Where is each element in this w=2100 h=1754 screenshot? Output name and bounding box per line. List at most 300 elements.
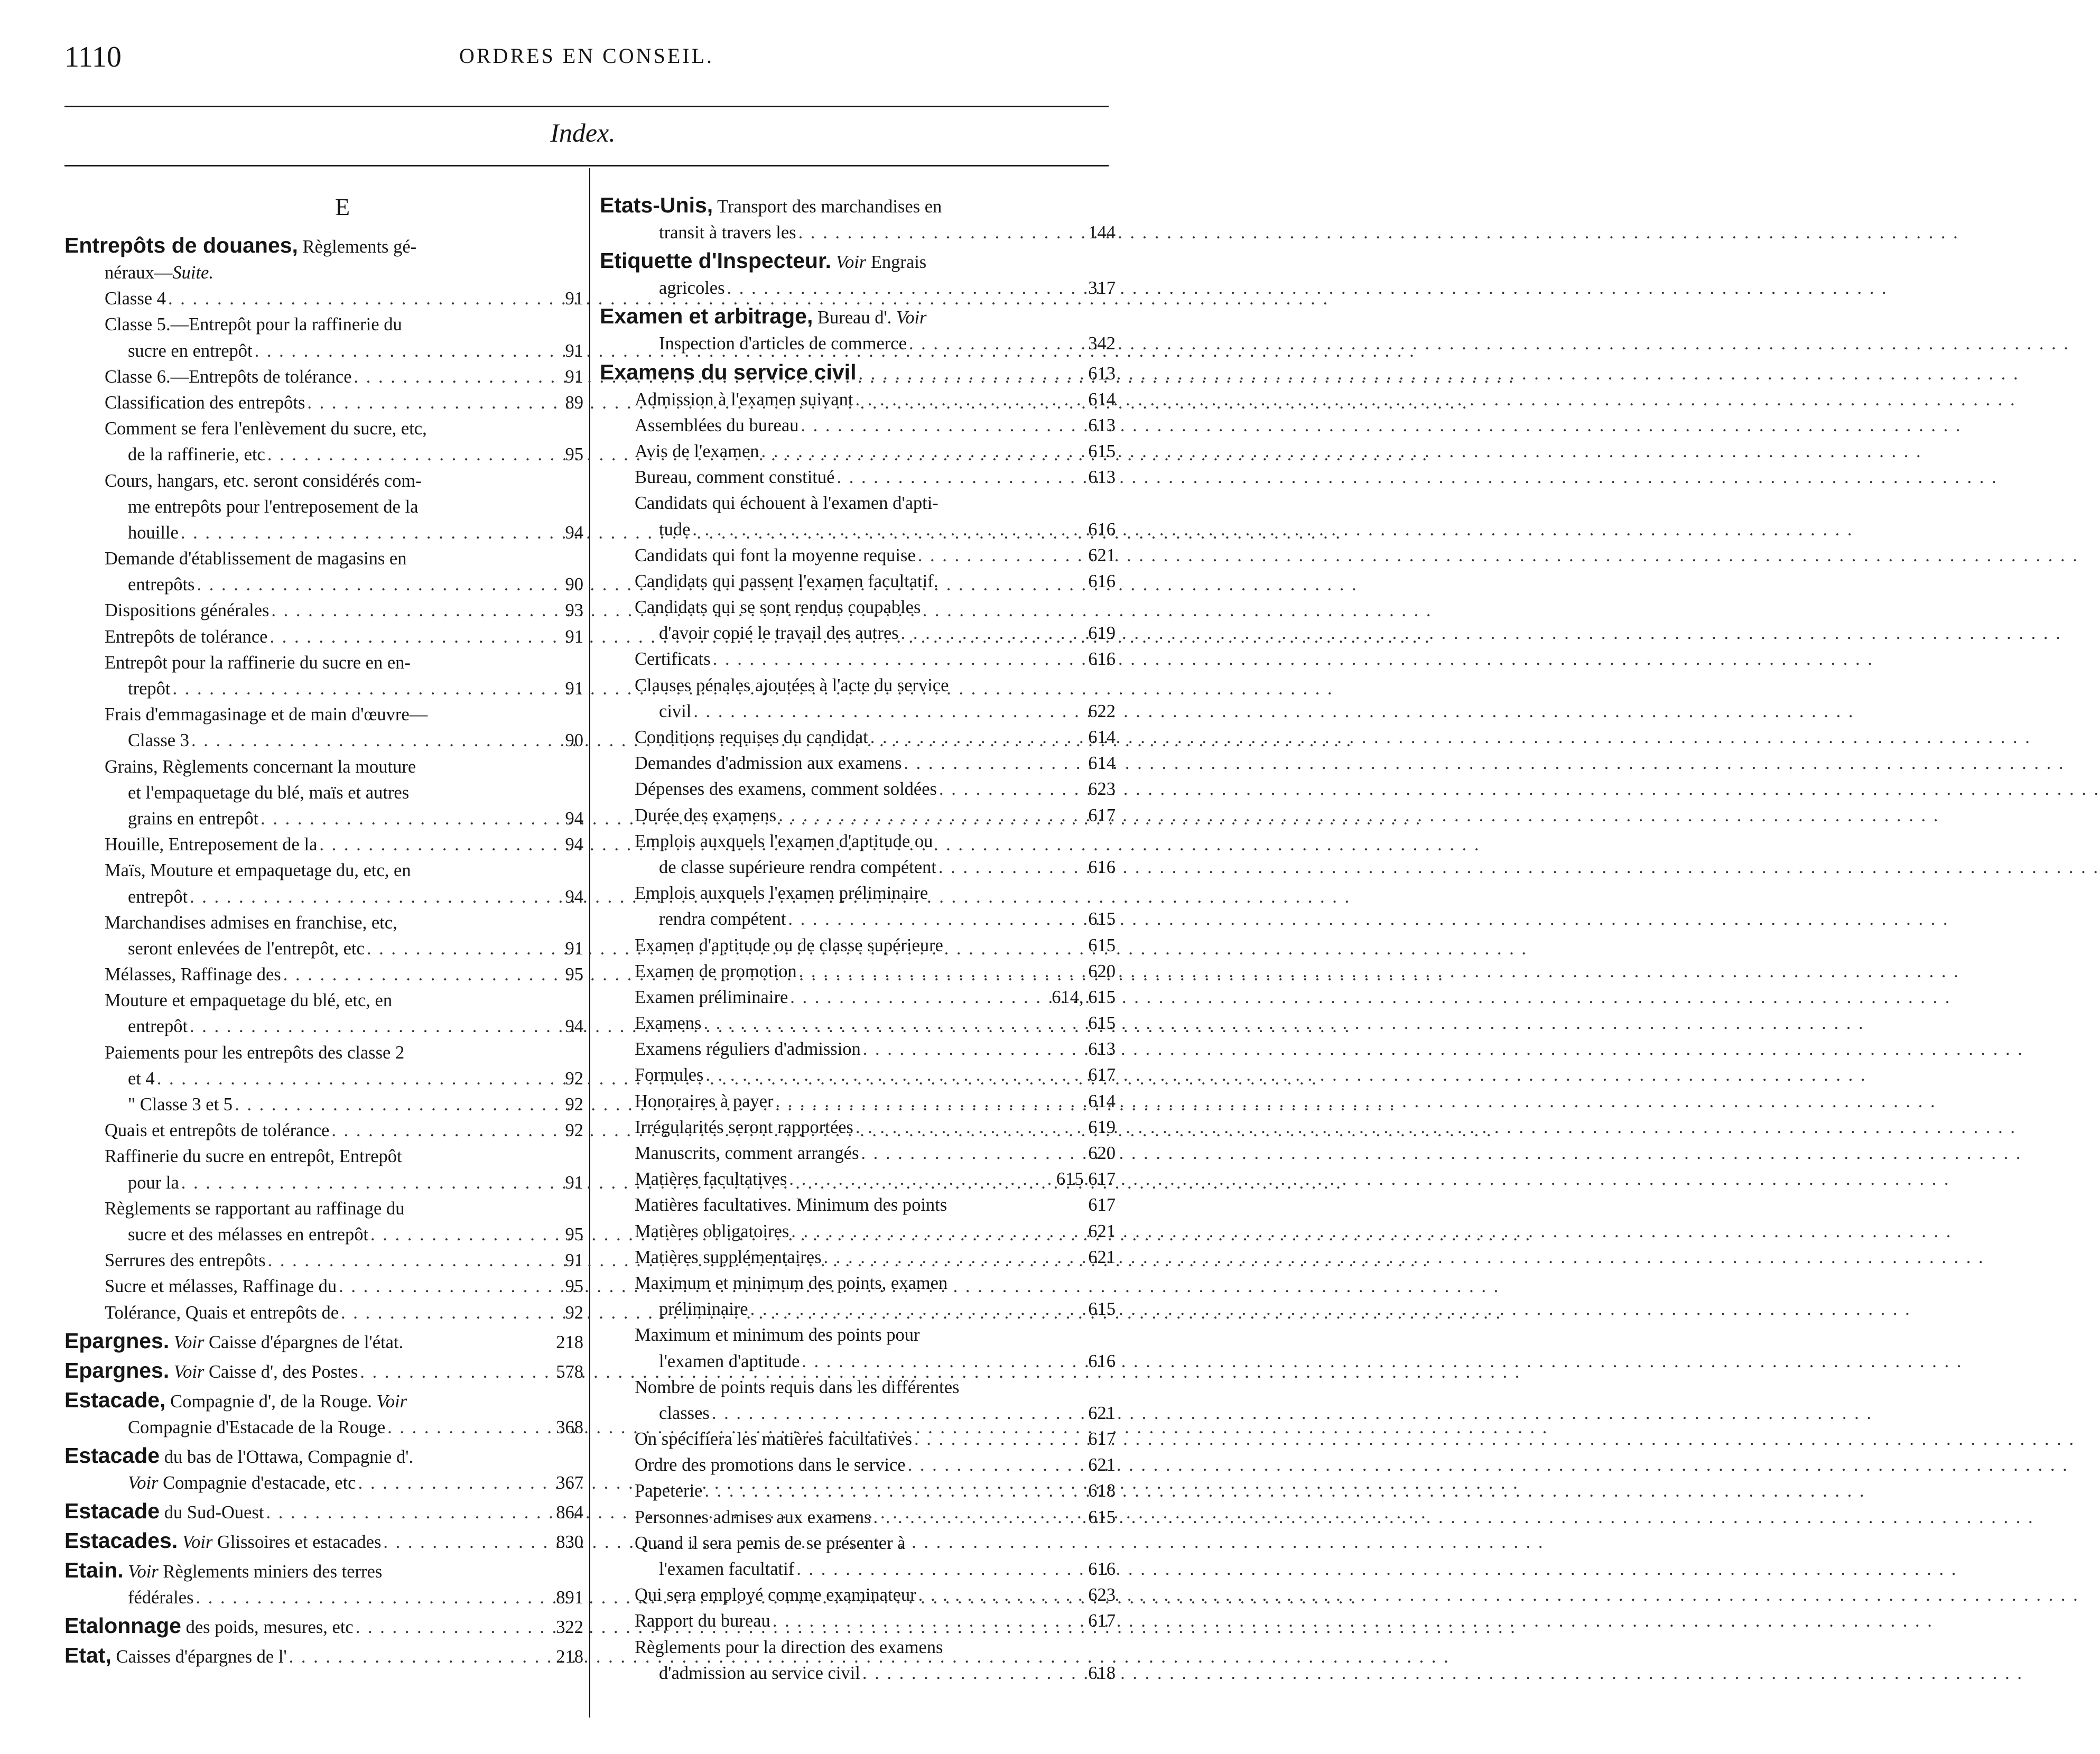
entry-label: Règlements miniers des terres xyxy=(163,1562,383,1582)
index-entry xyxy=(600,543,1116,569)
dot-leader xyxy=(703,1062,1069,1088)
entry-text xyxy=(105,312,402,338)
page-reference: 616 xyxy=(1088,1559,1116,1579)
entry-label: Nombre de points requis dans les différentes xyxy=(635,1377,960,1397)
header-rule xyxy=(64,106,1109,107)
dot-leader xyxy=(329,1118,537,1144)
entry-label: Compagnie d'Estacade de la Rouge xyxy=(128,1417,386,1437)
page-reference: 891 xyxy=(556,1588,583,1608)
entry-label: Admission à l'examen suivant xyxy=(635,389,853,410)
index-entry xyxy=(600,1426,1116,1452)
entry-label: Règlements pour la direction des examens xyxy=(635,1637,943,1657)
index-entry xyxy=(64,1222,583,1248)
entry-label: Matières facultatives xyxy=(635,1169,787,1190)
page-reference: 218 xyxy=(556,1332,583,1352)
entry-label: tude xyxy=(659,519,691,540)
index-entry xyxy=(64,962,583,988)
entry-label: agricoles xyxy=(659,278,725,299)
entry-label: Classification des entrepôts xyxy=(105,392,305,413)
dot-leader xyxy=(711,646,1069,672)
entry-text xyxy=(128,1014,188,1040)
index-entry xyxy=(600,465,1116,490)
entry-heading: Estacade xyxy=(64,1499,160,1524)
index-entry xyxy=(600,855,1116,880)
entry-text xyxy=(635,1270,947,1296)
entry-text xyxy=(105,1118,329,1144)
entry-heading: Estacade xyxy=(64,1443,160,1468)
dot-leader xyxy=(358,1357,537,1387)
entry-label: Entrepôts de tolérance xyxy=(105,626,268,647)
dot-leader xyxy=(859,1140,1069,1166)
index-entry xyxy=(600,1010,1116,1036)
index-entry xyxy=(600,750,1116,776)
dot-leader xyxy=(860,1660,1069,1686)
page-reference: 615 xyxy=(1088,1507,1116,1527)
entry-text xyxy=(635,1582,916,1608)
subheader-rule xyxy=(64,165,1109,166)
index-entry xyxy=(600,646,1116,672)
page-reference: 616 xyxy=(1088,519,1116,540)
index-entry xyxy=(64,1118,583,1144)
entry-text xyxy=(635,1608,770,1634)
page-reference: 92 xyxy=(565,1120,583,1141)
page-reference: 368 xyxy=(556,1417,583,1437)
entry-label: Matières facultatives. Minimum des points xyxy=(635,1195,947,1215)
entry-label: Mélasses, Raffinage des xyxy=(105,964,281,985)
index-entry xyxy=(600,620,1116,646)
entry-label: Frais d'emmagasinage et de main d'œuvre— xyxy=(105,704,428,725)
entry-label: Inspection d'articles de commerce xyxy=(659,333,907,354)
index-entry xyxy=(64,1611,583,1640)
page-reference: 91 xyxy=(565,340,583,361)
entry-text xyxy=(64,1611,354,1642)
entry-text xyxy=(64,1496,264,1527)
entry-label: Mouture et empaquetage du blé, etc, en xyxy=(105,990,393,1011)
index-entry xyxy=(64,546,583,572)
dot-leader xyxy=(264,1498,537,1527)
index-entry xyxy=(64,832,583,858)
index-entry xyxy=(64,230,583,260)
entry-text xyxy=(105,910,397,936)
entry-text xyxy=(659,517,690,543)
entry-text xyxy=(128,1470,356,1496)
entry-label: pour la xyxy=(128,1172,179,1193)
entry-voir: Voir xyxy=(835,252,867,273)
entry-text xyxy=(635,1036,861,1062)
entry-text xyxy=(128,1415,385,1441)
entry-text xyxy=(635,1478,702,1504)
entry-label: Examens réguliers d'admission xyxy=(635,1039,861,1060)
entry-label: Sucre et mélasses, Raffinage du xyxy=(105,1276,337,1297)
section-letter: E xyxy=(334,193,350,220)
entry-text xyxy=(635,387,853,413)
entry-label: On spécifiera les matières facultatives xyxy=(635,1429,912,1450)
page-reference: 317 xyxy=(1088,278,1116,299)
index-entry xyxy=(600,1115,1116,1140)
entry-label: seront enlevées de l'entrepôt, etc xyxy=(128,938,365,959)
entry-text xyxy=(128,676,170,702)
entry-text xyxy=(105,1040,404,1066)
entry-text xyxy=(128,1170,179,1196)
index-entry xyxy=(600,1166,1116,1192)
entry-label: du bas de l'Ottawa, Compagnie d'. xyxy=(164,1446,414,1467)
index-entry xyxy=(600,1505,1116,1530)
page-reference: 613 xyxy=(1088,1039,1116,1060)
entry-label: Raffinerie du sucre en entrepôt, Entrepôt xyxy=(105,1146,402,1167)
entry-text xyxy=(128,1585,194,1611)
page-reference: 94 xyxy=(565,808,583,829)
dot-leader xyxy=(776,803,1069,829)
dot-leader xyxy=(691,699,1069,725)
entry-text xyxy=(64,1640,287,1672)
page-reference: 617 xyxy=(1088,1195,1116,1215)
entry-label: Tolérance, Quais et entrepôts de xyxy=(105,1302,339,1323)
entry-label: l'examen d'aptitude xyxy=(659,1351,800,1371)
page-reference: 614 xyxy=(1088,727,1116,747)
entry-label: Bureau, comment constitué xyxy=(635,467,835,488)
page-reference: 322 xyxy=(556,1617,583,1638)
entry-label: classes xyxy=(659,1403,710,1423)
entry-voir: Voir xyxy=(896,308,927,328)
index-entry xyxy=(64,754,583,780)
page-reference: 615 xyxy=(1088,1299,1116,1320)
left-entry-list xyxy=(64,230,583,1670)
dot-leader xyxy=(787,1166,1051,1192)
entry-text xyxy=(64,230,416,262)
index-entry xyxy=(600,357,1116,387)
index-entry xyxy=(600,725,1116,750)
index-entry xyxy=(64,650,583,676)
entry-text xyxy=(635,725,868,750)
dot-leader xyxy=(305,390,537,416)
entry-heading: Estacades. xyxy=(64,1528,178,1553)
entry-label: Quais et entrepôts de tolérance xyxy=(105,1120,330,1141)
index-entry xyxy=(64,494,583,520)
index-entry xyxy=(64,780,583,806)
dot-leader xyxy=(853,387,1069,413)
page-reference: 95 xyxy=(565,1224,583,1245)
dot-leader xyxy=(179,520,537,546)
entry-label: Personnes admises aux examens xyxy=(635,1507,871,1527)
entry-label: Maximum et minimum des points, examen xyxy=(635,1273,948,1293)
page-reference: 614 xyxy=(1088,753,1116,774)
entry-label: néraux— xyxy=(105,263,173,283)
page-reference: 91 xyxy=(565,366,583,387)
entry-text xyxy=(635,1089,773,1115)
dot-leader xyxy=(797,959,1069,985)
entry-text xyxy=(635,1322,920,1348)
dot-leader xyxy=(281,962,537,988)
page-reference: 615 xyxy=(1088,909,1116,930)
page-reference: 91 xyxy=(565,289,583,309)
dot-leader xyxy=(788,985,1046,1010)
index-entry xyxy=(64,1555,583,1585)
entry-text xyxy=(659,331,907,357)
entry-label: Examen préliminaire xyxy=(635,987,788,1007)
index-entry xyxy=(64,286,583,312)
page-reference: 864 xyxy=(556,1502,583,1523)
index-entry xyxy=(600,699,1116,725)
entry-text xyxy=(659,855,936,880)
entry-heading: Examen et arbitrage, xyxy=(600,304,813,329)
page-reference: 90 xyxy=(565,574,583,595)
dot-leader xyxy=(773,1089,1069,1115)
dot-leader xyxy=(179,1170,537,1196)
dot-leader xyxy=(861,1036,1069,1062)
entry-text xyxy=(635,776,937,802)
entry-label: Maximum et minimum des points pour xyxy=(635,1325,920,1345)
dot-leader xyxy=(906,1452,1069,1478)
page-reference: 91 xyxy=(565,1250,583,1271)
entry-label: Comment se fera l'enlèvement du sucre, etc, xyxy=(105,419,427,439)
index-entry xyxy=(64,1040,583,1066)
dot-leader xyxy=(365,936,537,962)
index-entry xyxy=(600,1219,1116,1245)
index-entry xyxy=(64,1274,583,1300)
entry-label: me entrepôts pour l'entreposement de la xyxy=(128,496,419,517)
entry-text xyxy=(105,624,267,650)
entry-label: Irrégularités seront rapportées xyxy=(635,1117,853,1137)
index-entry xyxy=(600,1452,1116,1478)
index-entry xyxy=(64,1066,583,1092)
entry-text xyxy=(64,1555,382,1586)
entry-text xyxy=(635,595,921,620)
index-entry xyxy=(64,702,583,728)
page-reference: 616 xyxy=(1088,1351,1116,1371)
index-entry xyxy=(64,1441,583,1470)
dot-leader xyxy=(155,1066,537,1092)
entry-text xyxy=(635,413,798,439)
entry-label: houille xyxy=(128,522,179,543)
dot-leader xyxy=(233,1092,537,1118)
index-entry xyxy=(600,1322,1116,1348)
entry-voir: Voir xyxy=(376,1391,407,1412)
index-entry xyxy=(64,572,583,598)
index-entry xyxy=(600,880,1116,906)
index-entry xyxy=(64,1144,583,1170)
entry-label: Avis de l'examen xyxy=(635,441,759,461)
dot-leader xyxy=(702,1478,1069,1504)
entry-text xyxy=(105,1248,266,1274)
page-reference: 623 xyxy=(1088,779,1116,800)
dot-leader xyxy=(352,364,537,390)
entry-label: l'examen facultatif xyxy=(659,1559,795,1579)
entry-text xyxy=(659,220,796,246)
entry-label: Transport des marchandises en xyxy=(717,197,942,217)
index-entry xyxy=(64,338,583,364)
entry-text xyxy=(64,1385,407,1416)
page-reference: 615 xyxy=(1088,935,1116,955)
entry-label: Certificats xyxy=(635,649,711,670)
entry-text xyxy=(635,1635,943,1660)
entry-text xyxy=(659,1296,748,1322)
entry-text xyxy=(105,260,213,286)
entry-text xyxy=(635,1140,859,1166)
entry-heading: Epargnes. xyxy=(64,1358,170,1382)
entry-label: Engrais xyxy=(870,252,927,273)
page-reference: 619 xyxy=(1088,623,1116,644)
entry-text xyxy=(600,301,926,332)
entry-heading: Etalonnage xyxy=(64,1613,181,1638)
entry-label: Manuscrits, comment arrangés xyxy=(635,1143,859,1163)
entry-text xyxy=(105,546,406,572)
dot-leader xyxy=(902,750,1069,776)
page-reference: 90 xyxy=(565,730,583,751)
page-reference: 94 xyxy=(565,886,583,907)
page-reference: 95 xyxy=(565,1276,583,1297)
entry-label: Matières obligatoires xyxy=(635,1221,789,1241)
index-entry xyxy=(600,246,1116,275)
entry-text xyxy=(659,906,786,932)
page-reference: 91 xyxy=(565,679,583,699)
entry-label: transit à travers les xyxy=(659,222,796,243)
index-entry xyxy=(64,1496,583,1526)
entry-heading: Entrepôts de douanes, xyxy=(64,233,298,257)
entry-label: préliminaire xyxy=(659,1299,748,1320)
entry-label: Paiements pour les entrepôts des classe 2 xyxy=(105,1042,405,1063)
dot-leader xyxy=(725,275,1069,301)
entry-label: des poids, mesures, etc xyxy=(185,1617,354,1638)
index-entry xyxy=(64,1300,583,1326)
entry-label: Papeterie xyxy=(635,1481,703,1501)
page-reference: 613 xyxy=(1088,467,1116,488)
entry-label: Classe 6.—Entrepôts de tolérance xyxy=(105,366,352,387)
index-entry xyxy=(600,985,1116,1010)
right-column xyxy=(600,190,1116,1686)
dot-leader xyxy=(912,1426,1069,1452)
index-entry xyxy=(600,413,1116,439)
index-entry xyxy=(600,1530,1116,1556)
entry-text xyxy=(105,650,411,676)
page-reference: 620 xyxy=(1088,961,1116,981)
entry-heading: Etats-Unis, xyxy=(600,193,713,217)
index-entry xyxy=(600,803,1116,829)
entry-label: grains en entrepôt xyxy=(128,808,259,829)
page-reference: 94 xyxy=(565,834,583,855)
dot-leader xyxy=(936,855,1069,880)
entry-text xyxy=(128,338,253,364)
index-entry xyxy=(600,1478,1116,1504)
page-reference: 616 xyxy=(1088,571,1116,591)
dot-leader xyxy=(798,413,1069,439)
page-reference: 616 xyxy=(1088,857,1116,877)
page-reference: 93 xyxy=(565,600,583,621)
page-reference: 92 xyxy=(565,1068,583,1089)
index-entry xyxy=(600,1089,1116,1115)
entry-label: Marchandises admises en franchise, etc, xyxy=(105,912,397,933)
entry-label: Dépenses des examens, comment soldées xyxy=(635,779,937,800)
dot-leader xyxy=(170,676,537,702)
entry-label: Grains, Règlements concernant la mouture xyxy=(105,756,416,777)
page-reference: 367 xyxy=(556,1472,583,1493)
index-entry xyxy=(600,1296,1116,1322)
page-reference: 614 xyxy=(1088,1091,1116,1111)
dot-leader xyxy=(916,543,1069,569)
index-entry xyxy=(600,1556,1116,1582)
index-entry xyxy=(64,1248,583,1274)
index-entry xyxy=(600,1660,1116,1686)
entry-text xyxy=(105,390,305,416)
entry-text xyxy=(659,275,725,301)
entry-text xyxy=(600,357,856,388)
index-entry xyxy=(600,933,1116,959)
entry-heading: Estacade, xyxy=(64,1387,166,1412)
entry-text xyxy=(105,858,411,884)
entry-text xyxy=(635,646,711,672)
dot-leader xyxy=(800,1349,1069,1375)
entry-text xyxy=(635,985,788,1010)
index-entry xyxy=(64,1196,583,1222)
left-column xyxy=(64,190,583,1670)
entry-label: entrepôt xyxy=(128,1016,188,1037)
index-entry xyxy=(64,884,583,910)
index-entry xyxy=(64,1092,583,1118)
dot-leader xyxy=(701,1010,1069,1036)
entry-text xyxy=(105,598,269,624)
page-reference: 621 xyxy=(1088,1247,1116,1267)
entry-label: entrepôts xyxy=(128,574,195,595)
index-entry xyxy=(64,1640,583,1670)
entry-text xyxy=(128,494,418,520)
page-reference: 218 xyxy=(556,1647,583,1667)
index-entry xyxy=(600,1400,1116,1426)
entry-label: Examen de promotion xyxy=(635,961,797,981)
dot-leader xyxy=(834,465,1069,490)
index-entry xyxy=(64,728,583,754)
entry-heading: Etat, xyxy=(64,1643,111,1668)
entry-text xyxy=(635,750,902,776)
entry-label: Quand il sera pemis de se présenter à xyxy=(635,1533,906,1553)
entry-label: Candidats qui passent l'examen facultatif. xyxy=(635,571,939,591)
index-entry xyxy=(600,1582,1116,1608)
entry-label: Dispositions générales xyxy=(105,600,270,621)
dot-leader xyxy=(937,776,1069,802)
index-entry xyxy=(600,829,1116,855)
index-entry xyxy=(600,439,1116,465)
page-reference: 617 xyxy=(1088,805,1116,825)
dot-leader xyxy=(748,1296,1069,1322)
dot-leader xyxy=(786,906,1069,932)
entry-label: et l'empaquetage du blé, maïs et autres xyxy=(128,782,410,803)
entry-text xyxy=(635,933,943,959)
dot-leader xyxy=(253,338,537,364)
entry-label: Classe 5.—Entrepôt pour la raffinerie du xyxy=(105,314,402,335)
dot-leader xyxy=(759,439,1069,465)
entry-text xyxy=(659,699,691,725)
index-entry xyxy=(64,1170,583,1196)
page-number: 1110 xyxy=(64,41,122,73)
entry-label: Conditions requises du candidat xyxy=(635,727,868,747)
entry-text xyxy=(128,442,265,468)
dot-leader xyxy=(258,806,537,832)
entry-heading: Etain. xyxy=(64,1558,124,1583)
page-reference: 92 xyxy=(565,1094,583,1115)
entry-heading: Examens du service civil xyxy=(600,359,857,384)
index-entry xyxy=(64,858,583,884)
entry-text xyxy=(659,620,899,646)
entry-text xyxy=(635,829,933,855)
page-reference: 95 xyxy=(565,444,583,465)
entry-text xyxy=(128,572,194,598)
page-reference: 578 xyxy=(556,1361,583,1382)
dot-leader xyxy=(188,884,537,910)
entry-label: Honoraires à payer xyxy=(635,1091,774,1111)
index-entry xyxy=(64,1415,583,1441)
dot-leader xyxy=(189,728,537,754)
dot-leader xyxy=(381,1527,537,1557)
entry-text xyxy=(105,1300,339,1326)
index-entry xyxy=(64,390,583,416)
